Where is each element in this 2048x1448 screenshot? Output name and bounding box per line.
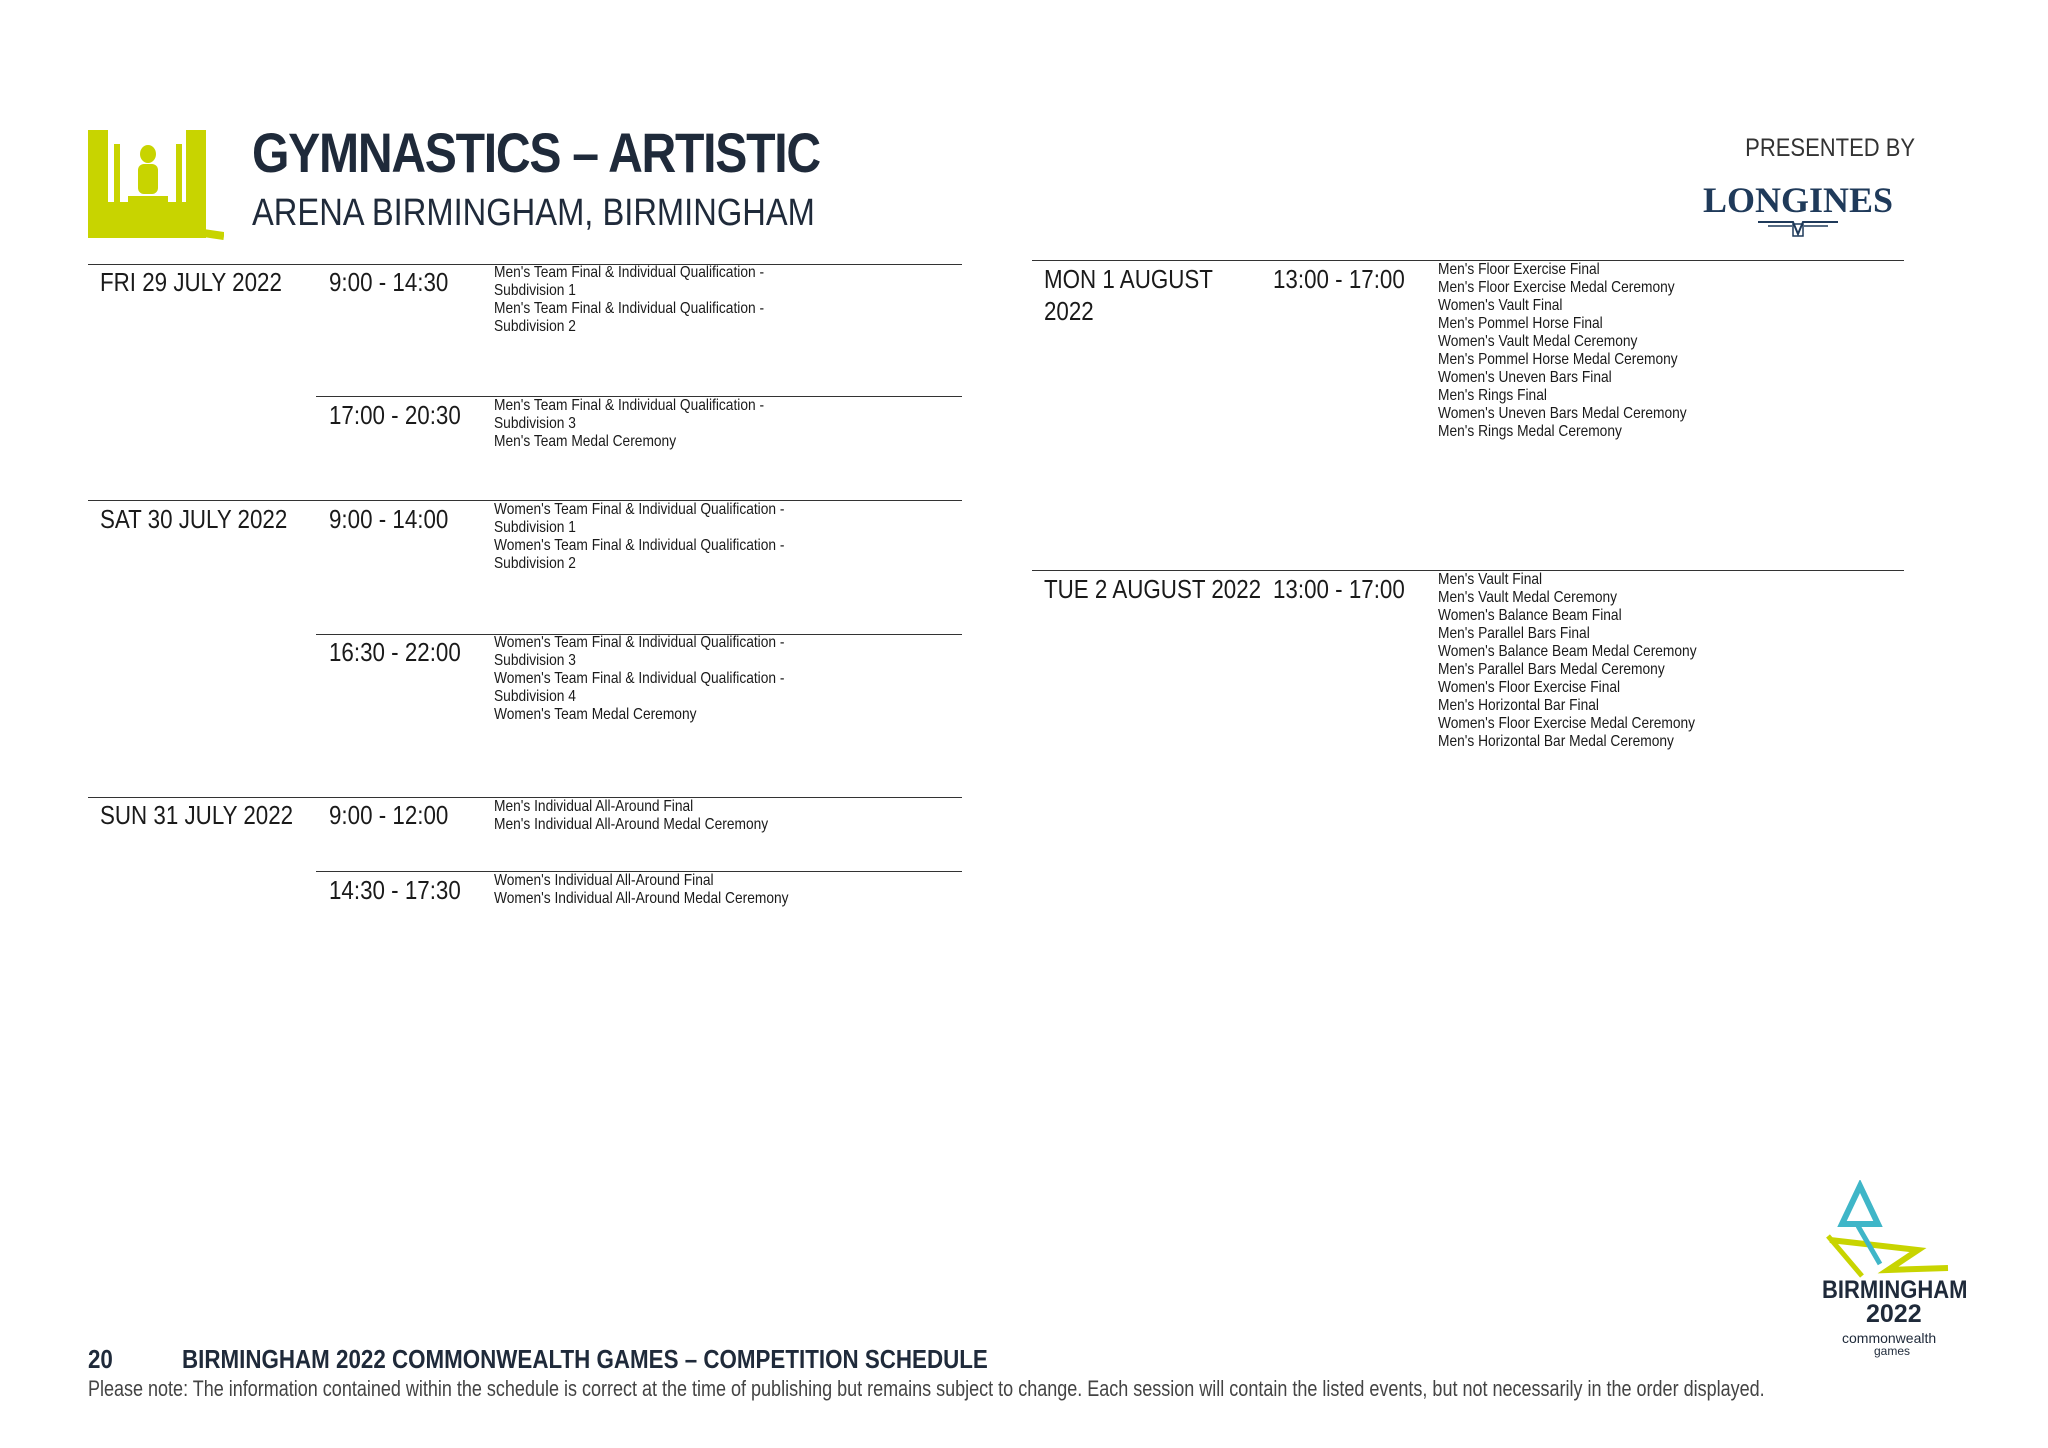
event-item: Men's Pommel Horse Medal Ceremony bbox=[1438, 351, 1678, 368]
event-item: Subdivision 3 bbox=[494, 415, 576, 432]
event-item: Men's Vault Final bbox=[1438, 571, 1543, 588]
event-item: Men's Individual All-Around Final bbox=[494, 798, 694, 815]
event-item: Women's Team Final & Individual Qualification - bbox=[494, 634, 785, 651]
session-events bbox=[1438, 261, 1687, 441]
event-item: Men's Team Final & Individual Qualification - bbox=[494, 300, 765, 317]
day-date: FRI 29 JULY 2022 bbox=[100, 267, 282, 297]
session-events bbox=[494, 397, 764, 451]
page-number: 20 bbox=[88, 1344, 113, 1374]
event-item: Women's Team Final & Individual Qualification - bbox=[494, 670, 785, 687]
event-item: Women's Balance Beam Final bbox=[1438, 607, 1622, 624]
day-date: SAT 30 JULY 2022 bbox=[100, 504, 288, 534]
event-item: Men's Horizontal Bar Final bbox=[1438, 697, 1599, 714]
event-item: Men's Floor Exercise Medal Ceremony bbox=[1438, 279, 1675, 296]
event-item: Women's Floor Exercise Final bbox=[1438, 679, 1621, 696]
event-item: Men's Parallel Bars Medal Ceremony bbox=[1438, 661, 1665, 678]
sponsor-name: LONGINES bbox=[1702, 180, 1894, 220]
session-events bbox=[494, 798, 768, 834]
event-item: Women's Uneven Bars Medal Ceremony bbox=[1438, 405, 1687, 422]
event-item: Women's Individual All-Around Medal Ceremony bbox=[494, 890, 789, 907]
event-item: Women's Vault Final bbox=[1438, 297, 1563, 314]
event-item: Subdivision 1 bbox=[494, 519, 576, 536]
logo-text-birmingham: BIRMINGHAM bbox=[1822, 1276, 1968, 1304]
event-item: Men's Team Medal Ceremony bbox=[494, 433, 677, 450]
venue-subtitle: ARENA BIRMINGHAM, BIRMINGHAM bbox=[252, 192, 815, 234]
presented-by-label: PRESENTED BY bbox=[1745, 134, 1915, 162]
event-item: Women's Team Final & Individual Qualification - bbox=[494, 537, 785, 554]
session-time: 9:00 - 12:00 bbox=[329, 800, 449, 830]
day-date: TUE 2 AUGUST 2022 bbox=[1044, 574, 1262, 604]
event-item: Subdivision 4 bbox=[494, 688, 576, 705]
session-time: 17:00 - 20:30 bbox=[329, 400, 461, 430]
event-item: Subdivision 2 bbox=[494, 555, 576, 572]
logo-text-games: games bbox=[1874, 1344, 1911, 1358]
page-title: GYMNASTICS – ARTISTIC bbox=[252, 121, 820, 184]
session-events bbox=[494, 872, 789, 908]
event-item: Subdivision 1 bbox=[494, 282, 576, 299]
event-item: Subdivision 3 bbox=[494, 652, 576, 669]
session-events bbox=[494, 634, 784, 724]
document-title: BIRMINGHAM 2022 COMMONWEALTH GAMES – COMPETITION SCHEDULE bbox=[182, 1344, 988, 1374]
day-date-line2: 2022 bbox=[1044, 296, 1094, 326]
event-item: Women's Vault Medal Ceremony bbox=[1438, 333, 1638, 350]
session-time: 16:30 - 22:00 bbox=[329, 637, 461, 667]
event-item: Men's Vault Medal Ceremony bbox=[1438, 589, 1618, 606]
event-item: Men's Rings Medal Ceremony bbox=[1438, 423, 1622, 440]
session-time: 13:00 - 17:00 bbox=[1273, 264, 1405, 294]
session-time: 9:00 - 14:30 bbox=[329, 267, 449, 297]
session-time: 14:30 - 17:30 bbox=[329, 875, 461, 905]
session-time: 13:00 - 17:00 bbox=[1273, 574, 1405, 604]
event-item: Men's Rings Final bbox=[1438, 387, 1547, 404]
session-events bbox=[1438, 571, 1697, 751]
event-item: Men's Pommel Horse Final bbox=[1438, 315, 1603, 332]
day-date-line1: MON 1 AUGUST bbox=[1044, 264, 1213, 294]
day-date: SUN 31 JULY 2022 bbox=[100, 800, 294, 830]
logo-text-commonwealth: commonwealth bbox=[1842, 1330, 1937, 1346]
disclaimer-note: Please note: The information contained within the schedule is correct at the time of publishing but remains subject to change. Each session will contain the listed events, but not necessarily in the order displayed. bbox=[88, 1376, 1765, 1401]
event-item: Women's Team Final & Individual Qualification - bbox=[494, 501, 785, 518]
event-item: Women's Uneven Bars Final bbox=[1438, 369, 1612, 386]
event-item: Men's Team Final & Individual Qualification - bbox=[494, 264, 765, 281]
event-item: Subdivision 2 bbox=[494, 318, 576, 335]
event-item: Women's Floor Exercise Medal Ceremony bbox=[1438, 715, 1696, 732]
event-item: Men's Horizontal Bar Medal Ceremony bbox=[1438, 733, 1674, 750]
event-item: Women's Balance Beam Medal Ceremony bbox=[1438, 643, 1697, 660]
sponsor-logo bbox=[1688, 178, 1908, 242]
event-item: Women's Team Medal Ceremony bbox=[494, 706, 697, 723]
event-item: Men's Individual All-Around Medal Ceremony bbox=[494, 816, 769, 833]
event-item: Men's Floor Exercise Final bbox=[1438, 261, 1600, 278]
session-time: 9:00 - 14:00 bbox=[329, 504, 449, 534]
logo-text-year: 2022 bbox=[1866, 1300, 1922, 1328]
event-item: Men's Team Final & Individual Qualification - bbox=[494, 397, 765, 414]
event-item: Women's Individual All-Around Final bbox=[494, 872, 714, 889]
session-events bbox=[494, 264, 764, 336]
event-item: Men's Parallel Bars Final bbox=[1438, 625, 1590, 642]
gymnastics-pictogram-icon bbox=[88, 126, 224, 246]
session-events bbox=[494, 501, 784, 573]
